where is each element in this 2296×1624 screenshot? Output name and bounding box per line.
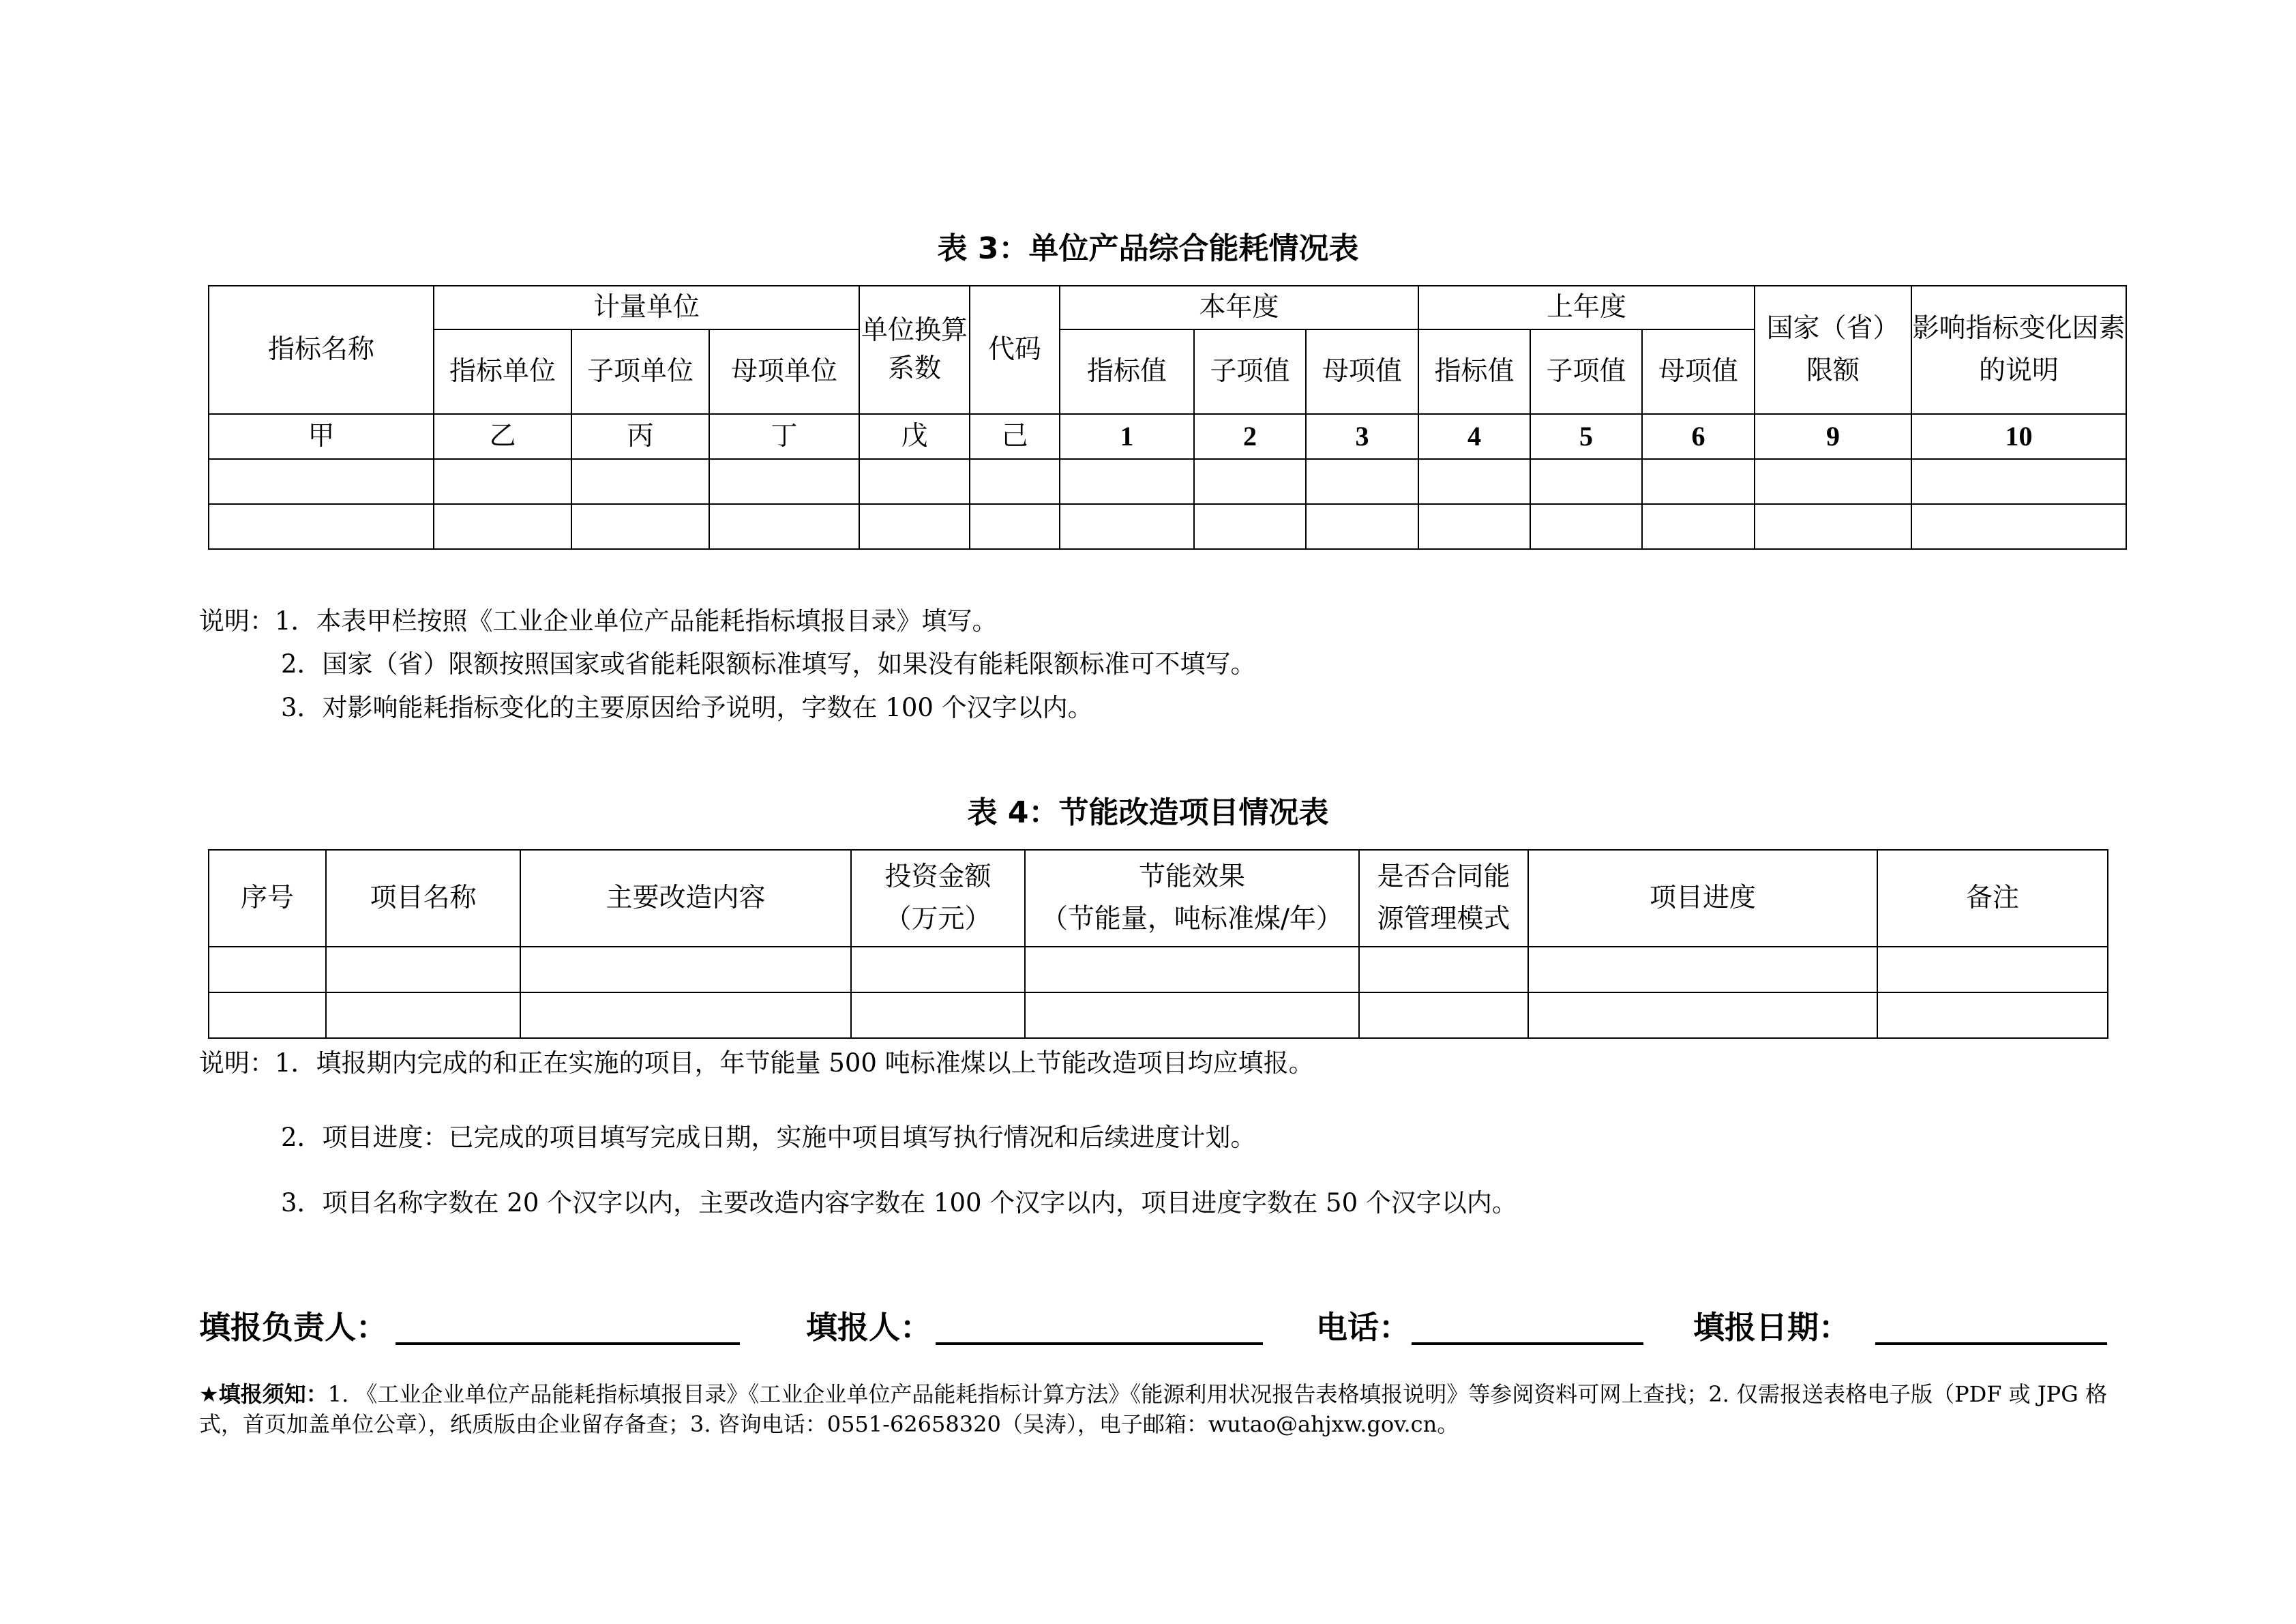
header-serial: 序号	[209, 850, 326, 947]
header-last-year: 上年度	[1418, 286, 1755, 329]
input-cell[interactable]	[1642, 504, 1755, 549]
table4	[208, 849, 2108, 1039]
filler-label: 填报人：	[806, 1309, 931, 1346]
header-last-indicator-value: 指标值	[1418, 329, 1530, 414]
input-cell[interactable]	[970, 504, 1060, 549]
date-label: 填报日期：	[1693, 1309, 1850, 1346]
input-cell[interactable]	[326, 947, 520, 992]
header-effect	[1025, 850, 1359, 947]
header-this-parent-value: 母项值	[1306, 329, 1418, 414]
notice-label: ★填报须知：	[199, 1381, 328, 1407]
header-this-year: 本年度	[1060, 286, 1418, 329]
input-cell[interactable]	[1418, 459, 1530, 504]
input-cell[interactable]	[859, 459, 970, 504]
header-remarks: 备注	[1877, 850, 2108, 947]
input-cell[interactable]	[851, 947, 1025, 992]
code-cell: 戊	[859, 414, 970, 459]
code-cell: 6	[1642, 414, 1755, 459]
input-cell[interactable]	[209, 947, 326, 992]
input-cell[interactable]	[1528, 947, 1877, 992]
header-content: 主要改造内容	[520, 850, 851, 947]
phone-field[interactable]	[1412, 1342, 1643, 1345]
code-cell: 甲	[209, 414, 434, 459]
header-this-indicator-value: 指标值	[1060, 329, 1194, 414]
table3-note-3: 3．对影响能耗指标变化的主要原因给予说明，字数在 100 个汉字以内。	[281, 693, 1093, 722]
table3-note-2: 2．国家（省）限额按照国家或省能耗限额标准填写，如果没有能耗限额标准可不填写。	[281, 649, 1256, 679]
notice-text: 1. 《工业企业单位产品能耗指标填报目录》《工业企业单位产品能耗指标计算方法》《能源利用状况报告表格填报说明》等参阅资料可网上查找；2. 仅需报送表格电子版（PDF 或 JPG 格式，首页加盖单位公章），纸质版由企业留存备查；3. 咨询电话：0551-62658320（吴涛），电子邮箱：wutao@ahjxw.gov.cn。	[199, 1381, 2107, 1437]
header-parent-unit: 母项单位	[709, 329, 859, 414]
header-sub-unit: 子项单位	[571, 329, 709, 414]
header-last-parent-value: 母项值	[1642, 329, 1755, 414]
input-cell[interactable]	[1306, 459, 1418, 504]
header-unit-group: 计量单位	[434, 286, 859, 329]
input-cell[interactable]	[1877, 992, 2108, 1038]
input-cell[interactable]	[1418, 504, 1530, 549]
input-cell[interactable]	[709, 459, 859, 504]
input-cell[interactable]	[571, 459, 709, 504]
table3-title: 表 3：单位产品综合能耗情况表	[937, 231, 1359, 266]
input-cell[interactable]	[1194, 459, 1306, 504]
filler-field[interactable]	[936, 1342, 1263, 1345]
code-cell: 丙	[571, 414, 709, 459]
table-row	[209, 992, 2108, 1038]
header-progress: 项目进度	[1528, 850, 1877, 947]
code-row	[209, 414, 2126, 459]
table-row	[209, 504, 2126, 549]
code-cell: 9	[1755, 414, 1911, 459]
table-row	[209, 947, 2108, 992]
code-cell: 丁	[709, 414, 859, 459]
header-indicator-name: 指标名称	[209, 286, 434, 414]
code-cell: 2	[1194, 414, 1306, 459]
code-cell: 4	[1418, 414, 1530, 459]
table4-title: 表 4：节能改造项目情况表	[967, 795, 1329, 830]
header-code: 代码	[970, 286, 1060, 414]
responsible-field[interactable]	[396, 1342, 740, 1345]
code-cell: 乙	[434, 414, 571, 459]
input-cell[interactable]	[1359, 992, 1528, 1038]
input-cell[interactable]	[1911, 504, 2126, 549]
header-project-name: 项目名称	[326, 850, 520, 947]
date-field[interactable]	[1875, 1342, 2107, 1345]
code-cell: 5	[1530, 414, 1642, 459]
input-cell[interactable]	[1877, 947, 2108, 992]
table4-note-2: 2．项目进度：已完成的项目填写完成日期，实施中项目填写执行情况和后续进度计划。	[281, 1123, 1256, 1152]
input-cell[interactable]	[434, 504, 571, 549]
header-investment-line2: （万元）	[884, 904, 992, 934]
phone-label: 电话：	[1316, 1309, 1410, 1346]
header-quota: 国家（省）限额	[1755, 286, 1911, 414]
filing-notice	[199, 1379, 2122, 1439]
input-cell[interactable]	[1194, 504, 1306, 549]
code-cell: 3	[1306, 414, 1418, 459]
input-cell[interactable]	[1528, 992, 1877, 1038]
header-conversion-factor: 单位换算系数	[859, 286, 970, 414]
input-cell[interactable]	[1530, 504, 1642, 549]
header-indicator-unit: 指标单位	[434, 329, 571, 414]
header-last-sub-value: 子项值	[1530, 329, 1642, 414]
input-cell[interactable]	[209, 504, 434, 549]
table3	[208, 285, 2127, 550]
input-cell[interactable]	[520, 947, 851, 992]
header-reason: 影响指标变化因素的说明	[1911, 286, 2126, 414]
input-cell[interactable]	[1060, 504, 1194, 549]
input-cell[interactable]	[571, 504, 709, 549]
header-investment	[851, 850, 1025, 947]
input-cell[interactable]	[326, 992, 520, 1038]
code-cell: 1	[1060, 414, 1194, 459]
input-cell[interactable]	[520, 992, 851, 1038]
header-effect-line1: 节能效果	[1138, 861, 1245, 892]
input-cell[interactable]	[209, 992, 326, 1038]
input-cell[interactable]	[1642, 459, 1755, 504]
input-cell[interactable]	[1911, 459, 2126, 504]
code-cell: 己	[970, 414, 1060, 459]
input-cell[interactable]	[1359, 947, 1528, 992]
input-cell[interactable]	[1530, 459, 1642, 504]
input-cell[interactable]	[1755, 504, 1911, 549]
input-cell[interactable]	[1025, 947, 1359, 992]
header-emc-line1: 是否合同能	[1377, 861, 1510, 892]
table3-note-1: 说明：1．本表甲栏按照《工业企业单位产品能耗指标填报目录》填写。	[199, 606, 998, 636]
input-cell[interactable]	[709, 504, 859, 549]
header-emc-line2: 源管理模式	[1377, 904, 1510, 934]
header-emc	[1359, 850, 1528, 947]
table4-note-3: 3．项目名称字数在 20 个汉字以内，主要改造内容字数在 100 个汉字以内，项目进度字数在 50 个汉字以内。	[281, 1188, 1517, 1217]
table4-note-1: 说明：1．填报期内完成的和正在实施的项目，年节能量 500 吨标准煤以上节能改造项目均应填报。	[199, 1048, 1314, 1078]
input-cell[interactable]	[209, 459, 434, 504]
input-cell[interactable]	[1755, 459, 1911, 504]
input-cell[interactable]	[851, 992, 1025, 1038]
code-cell: 10	[1911, 414, 2126, 459]
header-investment-line1: 投资金额	[884, 861, 992, 892]
table-row	[209, 459, 2126, 504]
input-cell[interactable]	[1025, 992, 1359, 1038]
input-cell[interactable]	[1306, 504, 1418, 549]
input-cell[interactable]	[970, 459, 1060, 504]
header-effect-line2: （节能量，吨标准煤/年）	[1041, 904, 1343, 934]
responsible-label: 填报负责人：	[199, 1309, 387, 1346]
input-cell[interactable]	[434, 459, 571, 504]
input-cell[interactable]	[859, 504, 970, 549]
input-cell[interactable]	[1060, 459, 1194, 504]
header-this-sub-value: 子项值	[1194, 329, 1306, 414]
